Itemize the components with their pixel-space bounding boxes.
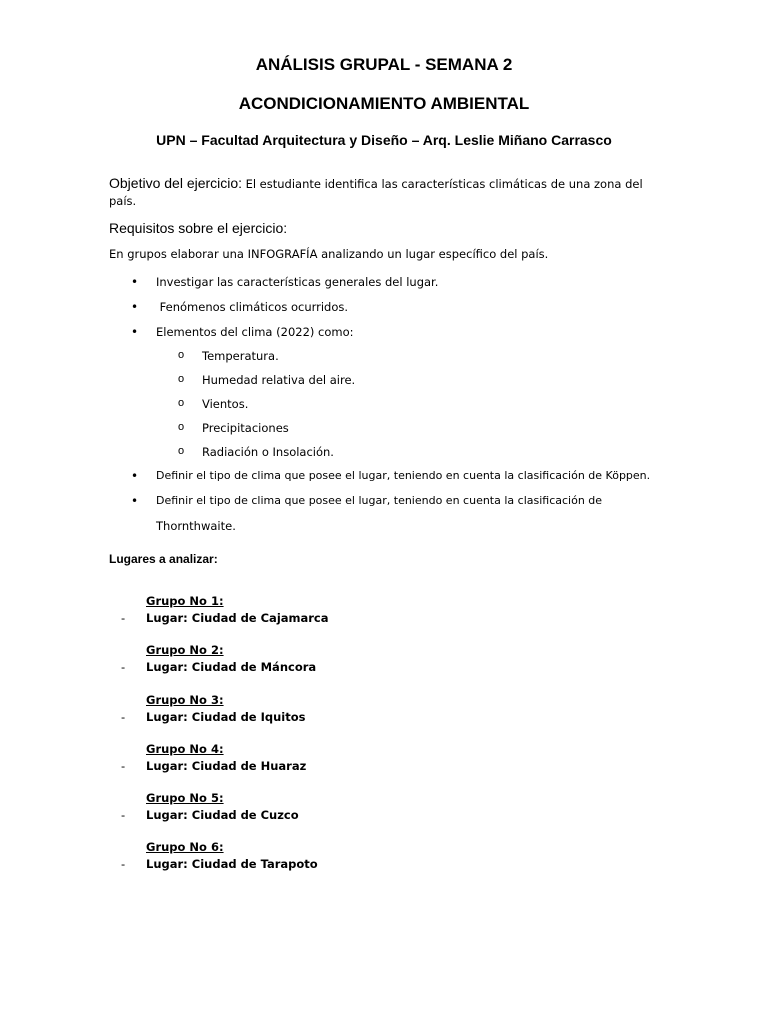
circle-bullet-icon: o (178, 421, 185, 433)
list-item-continuation (0, 519, 768, 539)
list-item-text: Fenómenos climáticos ocurridos. (156, 300, 349, 314)
circle-bullet-icon: o (178, 373, 185, 385)
objective-paragraph (109, 175, 669, 210)
bullet-icon: • (131, 494, 139, 508)
requirements-intro: En grupos elaborar una INFOGRAFÍA analizando un lugar específico del país. (109, 247, 549, 261)
sub-list-item-text: Humedad relativa del aire. (202, 373, 356, 387)
dash-icon: - (121, 759, 126, 773)
group-title: Grupo No 6: (146, 840, 224, 854)
group-title: Grupo No 5: (146, 791, 224, 805)
group-title: Grupo No 4: (146, 742, 224, 756)
bullet-icon: • (131, 300, 139, 314)
places-heading: Lugares a analizar: (109, 552, 218, 566)
sub-list-item (0, 421, 768, 441)
requirements-heading: Requisitos sobre el ejercicio: (109, 220, 288, 236)
dash-icon: - (121, 660, 126, 674)
sub-list-item (0, 373, 768, 393)
sub-list-item-text: Temperatura. (202, 349, 279, 363)
group-place: Lugar: Ciudad de Huaraz (146, 759, 307, 773)
group-place: Lugar: Ciudad de Cuzco (146, 808, 299, 822)
list-item (0, 275, 768, 295)
dash-icon: - (121, 808, 126, 822)
author-line: UPN – Facultad Arquitectura y Diseño – Arq. Leslie Miñano Carrasco (156, 132, 612, 148)
list-item-text: Elementos del clima (2022) como: (156, 325, 354, 339)
bullet-icon: • (131, 275, 139, 289)
bullet-icon: • (131, 469, 139, 483)
sub-list-item-text: Precipitaciones (202, 421, 289, 435)
group-title: Grupo No 3: (146, 693, 224, 707)
document-subtitle: ACONDICIONAMIENTO AMBIENTAL (238, 94, 530, 113)
list-item-text: Definir el tipo de clima que posee el lugar, teniendo en cuenta la clasificación de Köppen. (156, 469, 651, 482)
sub-list-item-text: Radiación o Insolación. (202, 445, 334, 459)
dash-icon: - (121, 710, 126, 724)
list-item (0, 325, 768, 345)
list-item (0, 300, 768, 320)
list-item-text: Definir el tipo de clima que posee el lugar, teniendo en cuenta la clasificación de (156, 494, 603, 507)
document-title: ANÁLISIS GRUPAL - SEMANA 2 (255, 55, 513, 74)
group-title: Grupo No 2: (146, 643, 224, 657)
objective-label: Objetivo del ejercicio: (109, 175, 243, 191)
circle-bullet-icon: o (178, 445, 185, 457)
list-item-text: Thornthwaite. (156, 519, 236, 533)
circle-bullet-icon: o (178, 397, 185, 409)
sub-list-item (0, 349, 768, 369)
list-item (0, 494, 768, 514)
sub-list-item-text: Vientos. (202, 397, 249, 411)
dash-icon: - (121, 611, 126, 625)
group-place: Lugar: Ciudad de Máncora (146, 660, 317, 674)
list-item-text: Investigar las características generales del lugar. (156, 275, 439, 289)
list-item (0, 469, 768, 489)
objective-text: El estudiante identifica las características climáticas de una zona del país. (109, 177, 643, 208)
group-place: Lugar: Ciudad de Iquitos (146, 710, 306, 724)
sub-list-item (0, 397, 768, 417)
sub-list-item (0, 445, 768, 465)
group-place: Lugar: Ciudad de Cajamarca (146, 611, 329, 625)
bullet-icon: • (131, 325, 139, 339)
dash-icon: - (121, 857, 126, 871)
group-place: Lugar: Ciudad de Tarapoto (146, 857, 318, 871)
group-title: Grupo No 1: (146, 594, 224, 608)
circle-bullet-icon: o (178, 349, 185, 361)
